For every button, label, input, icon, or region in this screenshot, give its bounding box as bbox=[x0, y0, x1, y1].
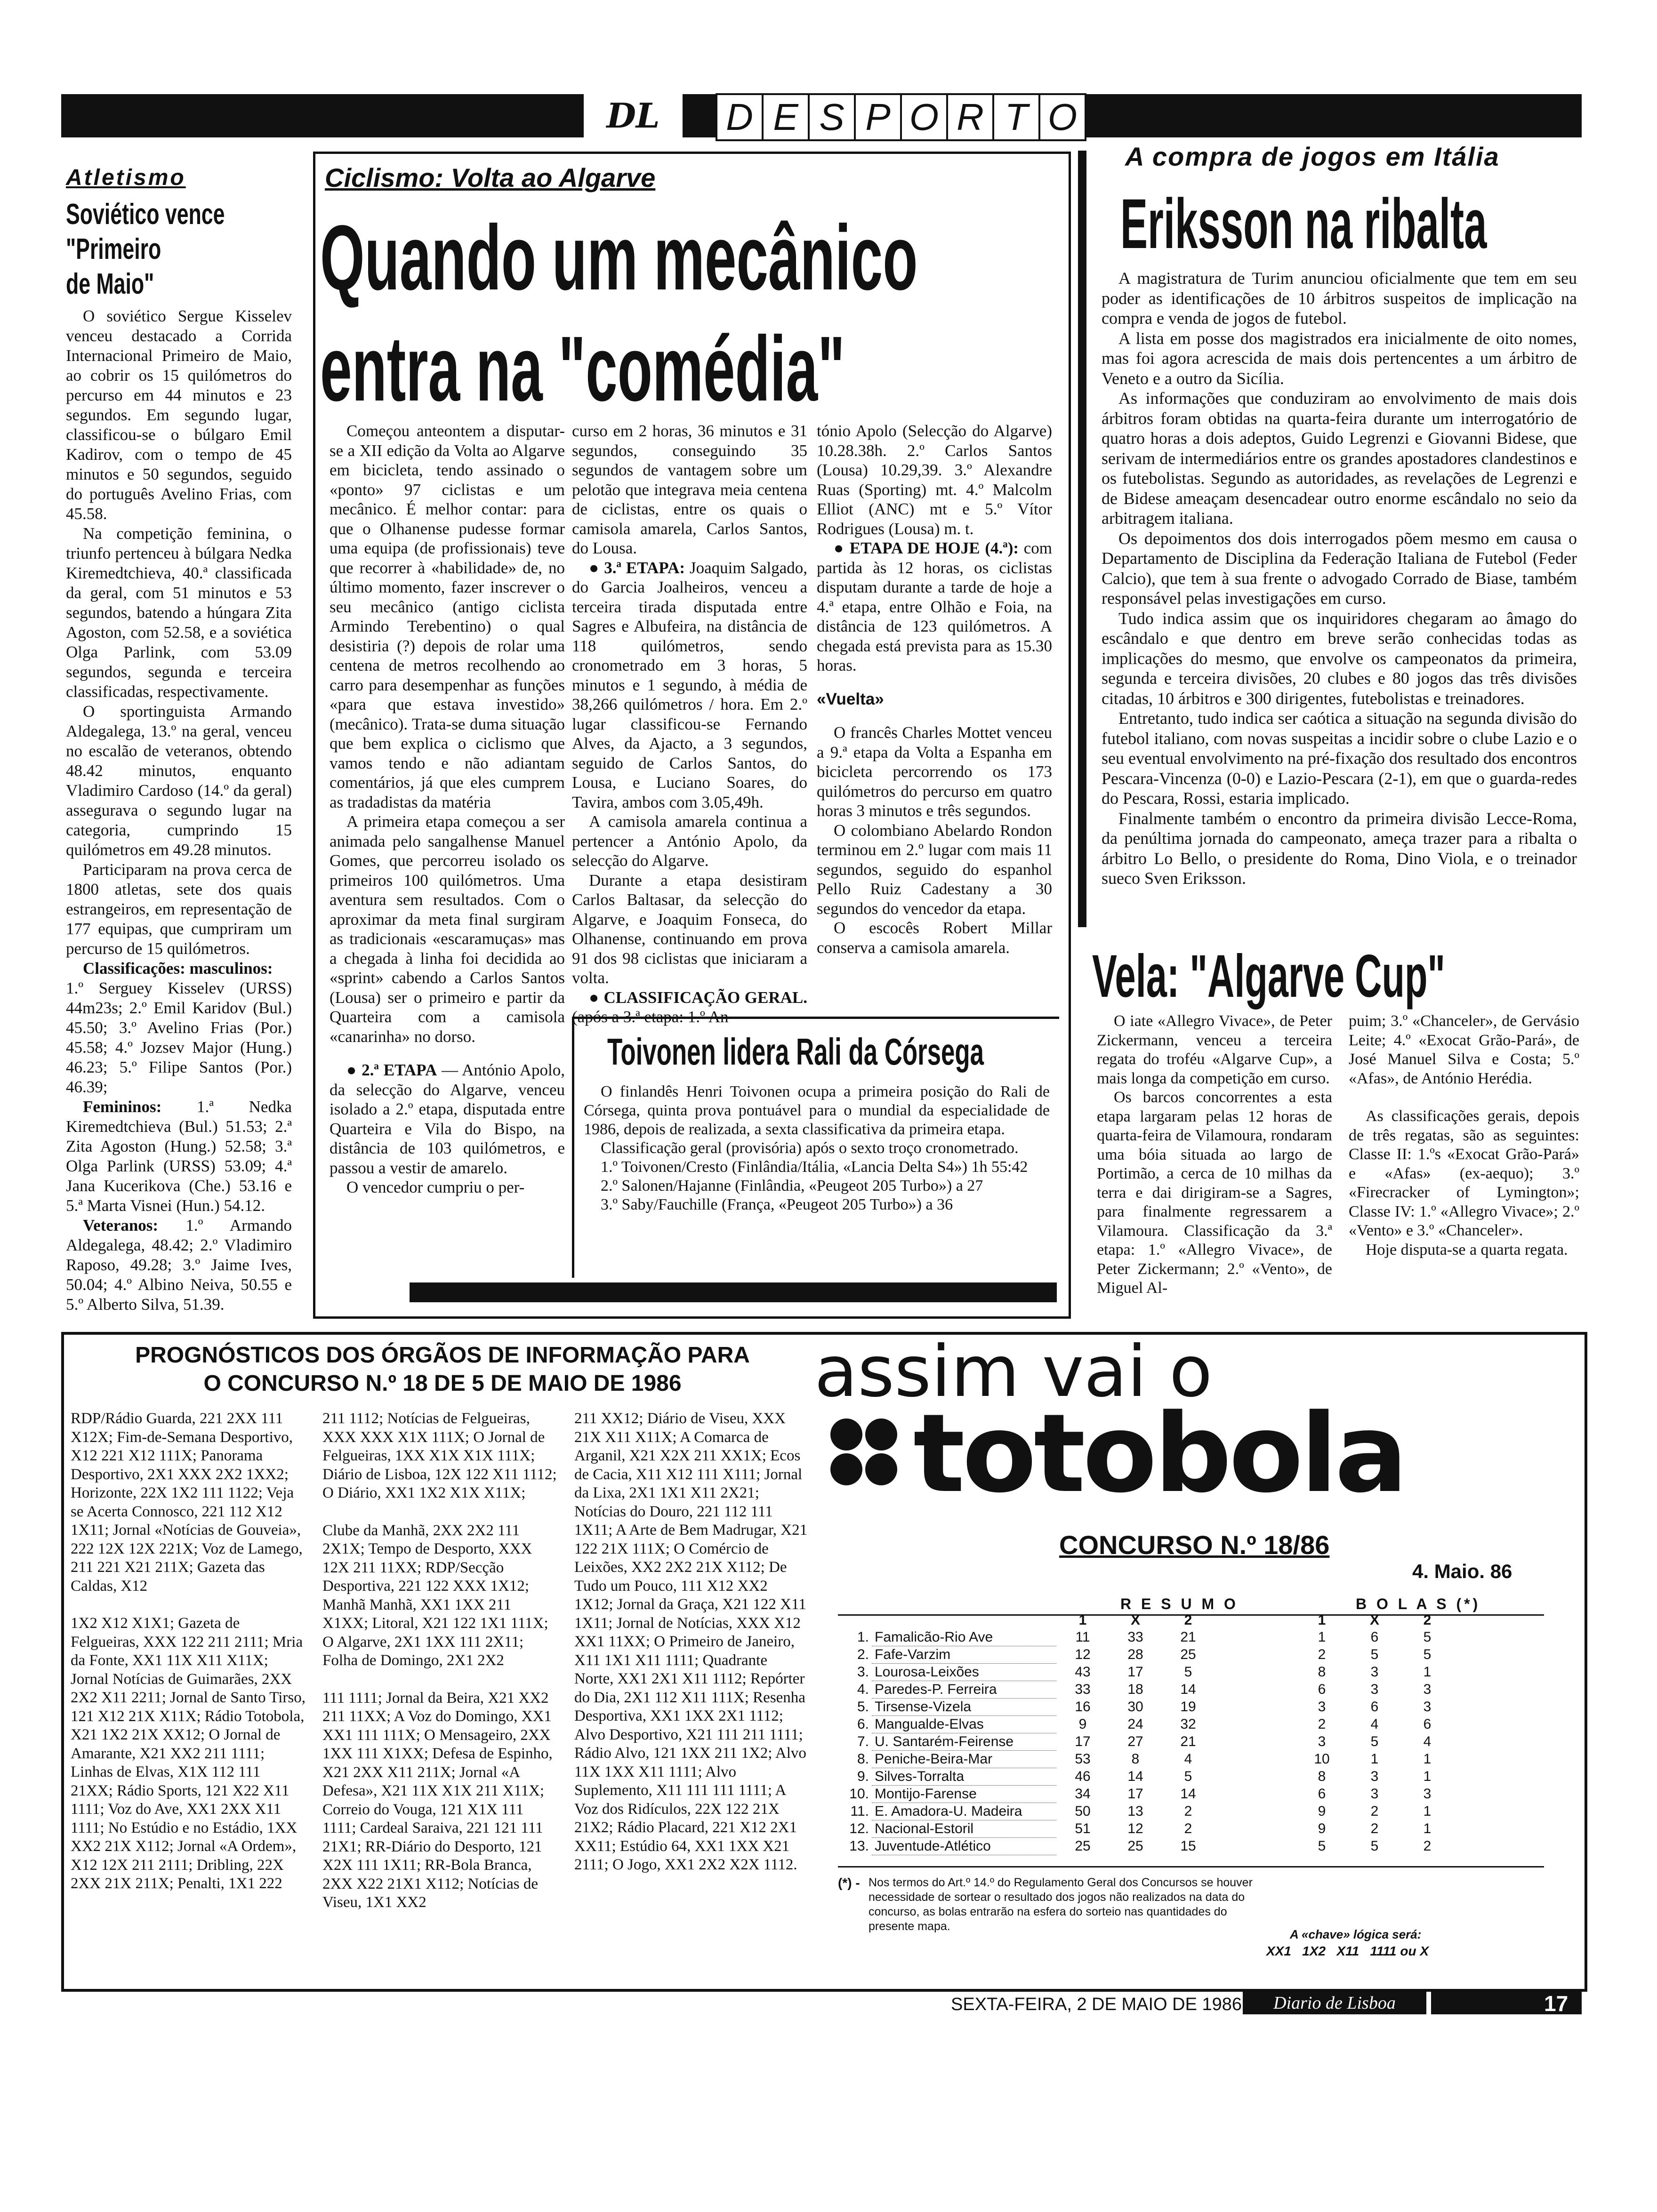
article-body bbox=[66, 306, 292, 1314]
match-name: Famalicão-Rio Ave bbox=[872, 1629, 1056, 1646]
match-number: 7. bbox=[857, 1734, 869, 1749]
match-name: Lourosa-Leixões bbox=[872, 1664, 1056, 1681]
chave-value: XX1 1X2 X11 1111 ou X bbox=[1266, 1944, 1429, 1958]
section-letter: R bbox=[946, 93, 994, 141]
column-header: 2 bbox=[1184, 1612, 1192, 1628]
headline-line: Soviético vence bbox=[66, 198, 225, 231]
bolas-value: 6 bbox=[1370, 1629, 1379, 1645]
match-name: Peniche-Beira-Mar bbox=[872, 1751, 1056, 1768]
rali-article-body bbox=[584, 1082, 1050, 1214]
resumo-value: 14 bbox=[1180, 1682, 1196, 1697]
vela-column-2 bbox=[1349, 1012, 1579, 1259]
resumo-value: 14 bbox=[1127, 1769, 1143, 1784]
match-number: 9. bbox=[857, 1769, 869, 1784]
paragraph: Finalmente também o encontro da primeira divisão Lecce-Roma, da penúltima jornada do campeonato, ameça trazer para a ribalta o árbitro Lo Bello, o presidente do Roma, Dino Viola, e o treinador sueco Sven Eriksson. bbox=[1102, 809, 1577, 888]
column-header: 1 bbox=[1318, 1612, 1326, 1628]
resumo-value: 12 bbox=[1075, 1647, 1091, 1662]
table-row bbox=[838, 1716, 1454, 1733]
results-text: 1.º Serguey Kisselev (URSS) 44m23s; 2.º Emil Karidov (Bul.) 45.50; 3.º Avelino Frias (Por.) 45.58; 4.º Jozsev Major (Hung.) 46.23; 5.º Filipe Santos (Por.) 46.39; bbox=[66, 979, 292, 1096]
resumo-value: 12 bbox=[1127, 1821, 1143, 1836]
paragraph: 211 XX12; Diário de Viseu, XXX 21X X11 X11X; A Comarca de Arganil, X21 X2X 211 XX1X; Ecos de Cacia, X11 X12 111 X111; Jornal da Lixa, 2X1 1X1 X11 2X21; Notícias do Douro, 221 112 111 1X11; A Arte de Bem Madrugar, X21 122 21X 111X; O Comércio de Leixões, XX2 2X2 21X X112; De Tudo um Pouco, 111 X12 XX2 1X12; Jornal da Graça, X21 122 X11 1X11; Jornal de Notícias, XXX X12 XX1 11XX; O Primeiro de Janeiro, X11 1X1 X11 1111; Quadrante Norte, XX1 2X1 X11 1112; Repórter do Dia, 2X1 112 X11 111X; Resenha Desportiva, XX1 1XX 2X1 1112; Alvo Desportivo, X21 111 211 1111; Rádio Alvo, 121 1XX 211 1X2; Alvo 11X 1XX X11 1111; Alvo Suplemento, X11 111 111 1111; A Voz dos Ridículos, 22X 122 21X 21X2; Rádio Placard, 221 X12 2X1 XX11; Estúdio 64, XX1 1XX X21 2111; O Jogo, XX1 2X2 X2X 1112. bbox=[574, 1410, 808, 1873]
table-header-row bbox=[838, 1612, 1454, 1629]
bolas-value: 6 bbox=[1423, 1716, 1432, 1732]
resumo-value: 4 bbox=[1184, 1751, 1192, 1767]
resumo-value: 28 bbox=[1127, 1647, 1143, 1662]
match-number: 2. bbox=[857, 1647, 869, 1662]
resumo-value: 14 bbox=[1180, 1786, 1196, 1802]
match-number: 3. bbox=[857, 1664, 869, 1680]
table-row bbox=[838, 1803, 1454, 1820]
table-row bbox=[838, 1699, 1454, 1716]
concurso-number: CONCURSO N.º 18/86 bbox=[1059, 1530, 1330, 1560]
subheading: «Vuelta» bbox=[817, 689, 884, 708]
paragraph: O colombiano Abelardo Rondon terminou em 2.º lugar com mais 11 segundos, seguido do espanhol Pello Ruiz Cadestany a 30 segundos do vencedor da etapa. bbox=[817, 821, 1052, 918]
paragraph-text: Joaquim Salgado, do Garcia Joalheiros, venceu a terceira tirada disputada entre Sagres e Albufeira, na distância de 118 quilómetros, sendo cronometrado em 3 horas, 5 minutos e 1 segundo, à média de 38,266 quilómetros / hora. Em 2.º lugar classificou-se Fernando Alves, da Ajacto, a 3 segundos, seguido de Carlos Santos, do Lousa, e Luciano Soares, do Tavira, ambos com 3.05,49h. bbox=[572, 558, 807, 811]
column-header: 2 bbox=[1423, 1612, 1432, 1628]
title-line: O CONCURSO N.º 18 DE 5 DE MAIO DE 1986 bbox=[203, 1371, 682, 1396]
section-letter: O bbox=[1038, 93, 1086, 141]
column-header: X bbox=[1130, 1612, 1140, 1628]
ciclismo-column-2 bbox=[572, 421, 807, 1027]
bolas-value: 2 bbox=[1318, 1647, 1326, 1662]
match-number: 13. bbox=[849, 1838, 869, 1854]
section-letter: O bbox=[900, 93, 948, 141]
resumo-value: 33 bbox=[1127, 1629, 1143, 1645]
paragraph: 2.º Salonen/Hajanne (Finlândia, «Peugeot 205 Turbo») a 27 bbox=[601, 1177, 983, 1194]
bolas-value: 6 bbox=[1370, 1699, 1379, 1715]
resumo-value: 25 bbox=[1075, 1838, 1091, 1854]
match-number: 8. bbox=[857, 1751, 869, 1767]
page-number: 17 bbox=[1544, 1991, 1569, 2016]
totobola-slogan: assim vai o bbox=[814, 1331, 1213, 1413]
bolas-value: 3 bbox=[1318, 1734, 1326, 1749]
paragraph: Na competição feminina, o triunfo pertenceu à búlgara Nedka Kiremedtchieva, 40.ª classificada da geral, com 51 minutos e 53 segundos, batendo a húngara Zita Agoston, com 52.58, e a soviética Olga Parlink, com 53.09 segundos, segunda e terceira classificadas, respectivamente. bbox=[66, 524, 292, 701]
spacer bbox=[1215, 1681, 1295, 1699]
paragraph: A lista em posse dos magistrados era inicialmente de oito nomes, mas foi agora acrescida de mais dois pertencentes a um árbitro de Veneto e a outro da Sicília. bbox=[1102, 329, 1577, 388]
headline-line: de Maio" bbox=[66, 268, 154, 300]
spacer bbox=[1215, 1664, 1295, 1681]
spacer bbox=[1215, 1838, 1295, 1855]
bolas-value: 5 bbox=[1370, 1647, 1379, 1662]
footnote-mark: (*) - bbox=[838, 1875, 860, 1890]
resumo-value: 21 bbox=[1180, 1629, 1196, 1645]
paragraph: puim; 3.º «Chanceler», de Gervásio Leite; 4.º «Exocat Grão-Pará», de José Manuel Silva e Costa; 5.º «Afas», de António Herédia. bbox=[1349, 1012, 1579, 1087]
table-row bbox=[838, 1733, 1454, 1751]
paragraph: Hoje disputa-se a quarta regata. bbox=[1366, 1241, 1568, 1258]
paragraph: Participaram na prova cerca de 1800 atletas, sete dos quais estrangeiros, em representação de 177 equipas, que cumpriram um percurso de 15 quilómetros. bbox=[66, 860, 292, 958]
match-name: Nacional-Estoril bbox=[872, 1820, 1056, 1838]
totobola-logo-icon bbox=[828, 1417, 899, 1487]
bolas-value: 5 bbox=[1370, 1734, 1379, 1749]
newspaper-logo: DL bbox=[584, 93, 683, 138]
totobola-table bbox=[838, 1612, 1454, 1855]
table-row bbox=[838, 1664, 1454, 1681]
results-text: 1.ª Nedka Kiremedtchieva (Bul.) 51.53; 2.ª Zita Agoston (Hung.) 52.58; 3.ª Olga Parlink (URSS) 53.09; 4.ª Jana Kucerikova (Che.) 53.16 e 5.ª Marta Visnei (Hun.) 54.12. bbox=[66, 1098, 292, 1215]
match-number: 5. bbox=[857, 1699, 869, 1715]
headline-line: entra na "comédia" bbox=[320, 317, 845, 420]
section-letter: E bbox=[762, 93, 810, 141]
bolas-value: 3 bbox=[1318, 1699, 1326, 1715]
bolas-value: 3 bbox=[1423, 1682, 1432, 1697]
article-headline bbox=[66, 197, 286, 302]
footnote-text: Nos termos do Art.º 14.º do Regulamento Geral dos Concursos se houver necessidade de sortear o resultado dos jogos não realizados na data do concurso, as bolas entrarão na esfera do sorteio nas quantidades do presente mapa. bbox=[869, 1876, 1253, 1933]
paragraph: O finlandês Henri Toivonen ocupa a primeira posição do Rali de Córsega, quinta prova pontuável para o mundial da especialidade de 1986, depois de realizada, a sexta classificativa da primeira etapa. bbox=[584, 1083, 1050, 1138]
resumo-value: 8 bbox=[1131, 1751, 1140, 1767]
resumo-value: 33 bbox=[1075, 1682, 1091, 1697]
bolas-value: 1 bbox=[1423, 1821, 1432, 1836]
spacer bbox=[1215, 1751, 1295, 1768]
resumo-value: 25 bbox=[1180, 1647, 1196, 1662]
resumo-value: 2 bbox=[1184, 1803, 1192, 1819]
table-rule bbox=[838, 1866, 1544, 1867]
totobola-logo-text: totobola bbox=[913, 1391, 1405, 1517]
paragraph: Entretanto, tudo indica ser caótica a situação na segunda divisão do futebol italiano, com novas suspeitas a incidir sobre o clube Lazio e o seu eventual envolvimento na pré-fixação dos resultado dos encontros Pescara-Vincenza (0-0) e Lazio-Pescara (2-1), em que o guarda-redes do Pescara, Rossi, estaria implicado. bbox=[1102, 709, 1577, 808]
table-row bbox=[838, 1786, 1454, 1803]
results-heading: Classificações: masculinos: bbox=[83, 959, 273, 978]
match-name: Paredes-P. Ferreira bbox=[872, 1681, 1056, 1699]
resumo-value: 25 bbox=[1127, 1838, 1143, 1854]
paragraph: Os barcos concorrentes a esta etapa largaram pelas 12 horas de quarta-feira de Vilamoura, rondaram uma bóia situada ao largo de Portimão, a cerca de 10 milhas da terra e dai dirigiram-se a Sagres, para finalmente regressarem a Vilamoura. Classificação da 3.ª etapa: 1.º «Allegro Vivace», de Peter Zickermann; 2.º «Vento», de Miguel Al- bbox=[1097, 1089, 1332, 1297]
bolas-value: 5 bbox=[1370, 1838, 1379, 1854]
ciclismo-column-3 bbox=[817, 421, 1052, 957]
resumo-value: 5 bbox=[1184, 1769, 1192, 1784]
paragraph: As classificações gerais, depois de três regatas, são as seguintes: Classe II: 1.ºs «Exocat Grão-Pará» e «Afas» (ex-aequo); 3.º «Firecracker of Lymington»; Classe IV: 1.º «Allegro Vivace»; 2.º «Vento» e 3.º «Chanceler». bbox=[1349, 1107, 1579, 1239]
resumo-value: 19 bbox=[1180, 1699, 1196, 1715]
resumo-value: 13 bbox=[1127, 1803, 1143, 1819]
resumo-value: 11 bbox=[1075, 1629, 1090, 1645]
spacer bbox=[1215, 1786, 1295, 1803]
bolas-value: 2 bbox=[1370, 1803, 1379, 1819]
vela-column-1 bbox=[1097, 1012, 1332, 1298]
table-row bbox=[838, 1751, 1454, 1768]
resumo-value: 17 bbox=[1127, 1786, 1143, 1802]
bolas-value: 6 bbox=[1318, 1682, 1326, 1697]
subheading: ● 3.ª ETAPA: bbox=[589, 558, 685, 577]
bolas-value: 9 bbox=[1318, 1821, 1326, 1836]
match-number: 1. bbox=[857, 1629, 869, 1645]
resumo-value: 46 bbox=[1075, 1769, 1091, 1784]
paragraph: O vencedor cumpriu o per- bbox=[346, 1178, 525, 1196]
paragraph: 211 1112; Notícias de Felgueiras, XXX XXX X1X 111X; O Jornal de Felgueiras, 1XX X1X X1X 111X; Diário de Lisboa, 12X 122 X11 1112; O Diário, XX1 1X2 X1X X11X; bbox=[322, 1410, 557, 1501]
resumo-value: 5 bbox=[1184, 1664, 1192, 1680]
resumo-value: 43 bbox=[1075, 1664, 1091, 1680]
section-letter: S bbox=[808, 93, 856, 141]
bolas-value: 1 bbox=[1423, 1803, 1432, 1819]
paragraph: Começou anteontem a disputar-se a XII edição da Volta ao Algarve em bicicleta, tendo assinado o «ponto» 97 ciclistas e um mecânico. É melhor contar: para que o Olhanense pudesse formar uma equipa (de profissionais) teve que recorrer à «habilidade» de, no último momento, fazer inscrever o seu mecânico (antigo ciclista Armindo Terebentino) o qual desistiria (?) depois de rolar uma centena de metros recolhendo ao carro para desempenhar as funções «para que estava investido» (mecânico). Trata-se duma situação que bem explica o ciclismo que vamos tendo e não adiantam comentários, já que eles cumprem as tradadistas da matéria bbox=[330, 422, 565, 811]
bolas-value: 10 bbox=[1314, 1751, 1330, 1767]
bolas-value: 2 bbox=[1423, 1838, 1432, 1854]
prognosticos-column-2 bbox=[322, 1410, 558, 1912]
column-header: X bbox=[1369, 1612, 1379, 1628]
paragraph: curso em 2 horas, 36 minutos e 31 segundos, conseguindo 35 segundos de vantagem sobre um pelotão que integrava meia centena de ciclistas, entre os quais o camisola amarela, Carlos Santos, do Lousa. bbox=[572, 422, 807, 557]
match-name: Fafe-Varzim bbox=[872, 1646, 1056, 1664]
section-label: Atletismo bbox=[66, 165, 186, 190]
bolas-value: 1 bbox=[1370, 1751, 1379, 1767]
resumo-value: 16 bbox=[1075, 1699, 1091, 1715]
resumo-value: 30 bbox=[1127, 1699, 1143, 1715]
spacer bbox=[1215, 1699, 1295, 1716]
column-header: 1 bbox=[1078, 1612, 1087, 1628]
prognosticos-column-3 bbox=[574, 1410, 810, 1875]
paragraph-text: com partida às 12 horas, os ciclistas disputam durante a tarde de hoje a 4.ª etapa, entre Olhão e Foia, na distância de 123 quilómetros. A chegada está prevista para as 15.30 horas. bbox=[817, 539, 1052, 674]
paragraph: A primeira etapa começou a ser animada pelo sangalhense Manuel Gomes, que percorreu isolado os primeiros 100 quilómetros. Uma aventura sem resultados. Com o aproximar da meta final surgiram as tradicionais «escaramuças» mas a chegada à linha foi decidida ao «sprint» cabendo a Carlos Santos (Lousa) ser o primeiro e partir da Quarteira com a camisola «canarinha» no dorso. bbox=[330, 812, 565, 1046]
bolas-value: 2 bbox=[1370, 1821, 1379, 1836]
table-row bbox=[838, 1820, 1454, 1838]
bolas-value: 8 bbox=[1318, 1769, 1326, 1784]
match-name: E. Amadora-U. Madeira bbox=[872, 1803, 1056, 1820]
match-name: U. Santarém-Feirense bbox=[872, 1733, 1056, 1751]
resumo-heading: R E S U M O bbox=[1120, 1595, 1239, 1612]
results-heading: Femininos: bbox=[83, 1098, 162, 1116]
paragraph: 1.º Toivonen/Cresto (Finlândia/Itália, «Lancia Delta S4») 1h 55:42 bbox=[601, 1158, 1028, 1176]
bolas-value: 5 bbox=[1318, 1838, 1326, 1854]
spacer bbox=[1215, 1716, 1295, 1733]
bolas-value: 1 bbox=[1423, 1769, 1432, 1784]
paragraph: As informações que conduziram ao envolvimento de mais dois árbitros foram obtidas na quarta-feira durante um interrogatório de quatro horas a dois adeptos, Guido Legrenzi e Giovanni Bidese, que serivam de intermediários entre os grandes apostadores clandestinos e os futebolistas. Segundo as autoridades, as revelações de Legrenzi e de Bidese ameaçam desencadear outro enorme escândalo no seio da arbitragem italiana. bbox=[1102, 389, 1577, 528]
headline-line: Quando um mecânico bbox=[320, 206, 918, 309]
bolas-value: 9 bbox=[1318, 1803, 1326, 1819]
bolas-value: 1 bbox=[1423, 1751, 1432, 1767]
match-name: Tirsense-Vizela bbox=[872, 1699, 1056, 1716]
article-headline: Eriksson na ribalta bbox=[1120, 184, 1487, 263]
match-number: 11. bbox=[850, 1803, 869, 1819]
resumo-value: 17 bbox=[1127, 1664, 1143, 1680]
paragraph: 1X2 X12 X1X1; Gazeta de Felgueiras, XXX 122 211 2111; Mria da Fonte, XX1 11X X11 X11X; Jornal Notícias de Guimarães, 2XX 2X2 X11 2211; Jornal de Santo Tirso, 121 X12 21X X11X; Rádio Totobola, X21 1X2 21X XX12; O Jornal de Amarante, X21 XX2 211 1111; Linhas de Elvas, X1X 112 111 21XX; Rádio Sports, 121 X22 X11 1111; Voz do Ave, XX1 2XX X11 1111; No Estúdio e no Estádio, 1XX XX2 21X X112; Jornal «A Ordem», X12 12X 211 2111; Dribling, 22X 2XX 21X 211X; Penalti, 1X1 222 bbox=[71, 1615, 306, 1892]
results-heading: Veteranos: bbox=[83, 1216, 159, 1234]
footer-paper-name: Diario de Lisboa bbox=[1243, 1992, 1426, 2014]
paragraph: 3.º Saby/Fauchille (França, «Peugeot 205 Turbo») a 36 bbox=[601, 1196, 953, 1213]
ciclismo-column-1 bbox=[330, 421, 565, 1197]
section-letter: T bbox=[992, 93, 1040, 141]
section-label: Ciclismo: Volta ao Algarve bbox=[325, 163, 656, 192]
bolas-value: 8 bbox=[1318, 1664, 1326, 1680]
table-row bbox=[838, 1629, 1454, 1646]
paragraph-text: — António Apolo, da selecção do Algarve, venceu isolado a 2.º etapa, disputada entre Quarteira e Vila do Bispo, na distância de 103 quilómetros, e passou a vestir de amarelo. bbox=[330, 1061, 565, 1177]
subheading: ● 2.ª ETAPA bbox=[346, 1061, 437, 1079]
match-number: 12. bbox=[849, 1821, 869, 1836]
spacer bbox=[1215, 1820, 1295, 1838]
spacer bbox=[1215, 1733, 1295, 1751]
bolas-value: 3 bbox=[1423, 1786, 1432, 1802]
spacer bbox=[1215, 1646, 1295, 1664]
title-line: PROGNÓSTICOS DOS ÓRGÃOS DE INFORMAÇÃO PARA bbox=[135, 1343, 750, 1368]
resumo-value: 9 bbox=[1078, 1716, 1087, 1732]
resumo-value: 17 bbox=[1075, 1734, 1091, 1749]
results-text: 1.º Armando Aldegalega, 48.42; 2.º Vladimiro Raposo, 49.28; 3.º Jaime Ives, 50.04; 4.º Albino Neiva, 50.55 e 5.º Alberto Silva, 51.39. bbox=[66, 1216, 292, 1314]
paragraph: Classificação geral (provisória) após o sexto troço cronometrado. bbox=[601, 1139, 1019, 1157]
paragraph: O sportinguista Armando Aldegalega, 13.º na geral, venceu no escalão de veteranos, obtendo 48.42 minutos, enquanto Vladimiro Cardoso (14.º da geral) assegurava o segundo lugar na categoria, cumprindo 15 quilómetros em 49.28 minutos. bbox=[66, 702, 292, 859]
bolas-value: 4 bbox=[1423, 1734, 1432, 1749]
table-row bbox=[838, 1681, 1454, 1699]
resumo-value: 24 bbox=[1127, 1716, 1143, 1732]
bolas-value: 4 bbox=[1370, 1716, 1379, 1732]
resumo-value: 27 bbox=[1127, 1734, 1143, 1749]
resumo-value: 34 bbox=[1075, 1786, 1091, 1802]
headline-line: "Primeiro bbox=[66, 233, 161, 265]
paragraph: A camisola amarela continua a pertencer a António Apolo, da selecção do Algarve. bbox=[572, 812, 807, 870]
resumo-value: 21 bbox=[1180, 1734, 1196, 1749]
prognosticos-title bbox=[71, 1341, 814, 1398]
resumo-value: 50 bbox=[1075, 1803, 1091, 1819]
bolas-value: 5 bbox=[1423, 1647, 1432, 1662]
resumo-value: 2 bbox=[1184, 1821, 1192, 1836]
bolas-value: 1 bbox=[1423, 1664, 1432, 1680]
article-headline: Toivonen lidera Rali da Córsega bbox=[607, 1031, 984, 1073]
prognosticos-column-1 bbox=[71, 1410, 306, 1893]
spacer bbox=[1215, 1768, 1295, 1786]
paragraph: O soviético Sergue Kisselev venceu destacado a Corrida Internacional Primeiro de Maio, ao cobrir os 15 quilómetros do percurso em 44 minutos e 23 segundos. Em segundo lugar, classificou-se o búlgaro Emil Kadirov, com o tempo de 45 minutos e 50 segundos, seguido do português Avelino Frias, com 45.58. bbox=[66, 307, 292, 523]
match-number: 4. bbox=[857, 1682, 869, 1697]
atletismo-article bbox=[66, 165, 292, 1314]
eriksson-article-body bbox=[1102, 268, 1577, 889]
paragraph: A magistratura de Turim anunciou oficialmente que tem em seu poder as identificações de 10 árbitros suspeitos de implicação na compra e venda de jogos de futebol. bbox=[1102, 269, 1577, 328]
bolas-value: 1 bbox=[1318, 1629, 1326, 1645]
match-number: 10. bbox=[849, 1786, 869, 1802]
subheading: ● ETAPA DE HOJE (4.ª): bbox=[834, 539, 1019, 557]
bolas-value: 3 bbox=[1370, 1682, 1379, 1697]
match-number: 6. bbox=[857, 1716, 869, 1732]
spacer bbox=[1215, 1803, 1295, 1820]
bolas-value: 6 bbox=[1318, 1786, 1326, 1802]
paragraph: O francês Charles Mottet venceu a 9.ª etapa da Volta a Espanha em bicicleta percorrendo os 173 quilómetros do percurso em quatro horas 3 minutos e três segundos. bbox=[817, 723, 1052, 820]
concurso-date: 4. Maio. 86 bbox=[1412, 1560, 1512, 1582]
section-title-desporto bbox=[716, 93, 1085, 138]
match-name: Silves-Torralta bbox=[872, 1768, 1056, 1786]
paragraph: Durante a etapa desistiram Carlos Baltasar, da selecção do Algarve, e Joaquim Fonseca, do Olhanense, continuando em prova 91 dos 98 ciclistas que iniciaram a volta. bbox=[572, 871, 807, 987]
match-name: Juventude-Atlético bbox=[872, 1838, 1056, 1855]
chave-label: A «chave» lógica será: bbox=[1290, 1927, 1422, 1941]
paragraph: O iate «Allegro Vivace», de Peter Zickermann, venceu a terceira regata do troféu «Algarve Cup», a mais longa da competição em curso. bbox=[1097, 1012, 1332, 1087]
bolas-heading: B O L A S (*) bbox=[1356, 1595, 1481, 1612]
section-letter: P bbox=[854, 93, 902, 141]
paragraph: O escocês Robert Millar conserva a camisola amarela. bbox=[817, 919, 1052, 957]
paragraph: 111 1111; Jornal da Beira, X21 XX2 211 11XX; A Voz do Domingo, XX1 XX1 111 111X; O Mensageiro, 2XX 1XX 111 X1XX; Defesa de Espinho, X21 2XX X11 211X; Jornal «A Defesa», X21 11X X1X 211 X11X; Correio do Vouga, 121 X1X 111 1111; Cardeal Saraiva, 221 121 111 21X1; RR-Diário do Desporto, 121 X2X 111 1X11; RR-Bola Branca, 2XX X22 21X1 X112; Notícias de Viseu, 1X1 XX2 bbox=[322, 1689, 553, 1911]
resumo-value: 53 bbox=[1075, 1751, 1091, 1767]
vertical-rule bbox=[1078, 151, 1086, 927]
table-row bbox=[838, 1646, 1454, 1664]
resumo-value: 51 bbox=[1075, 1821, 1091, 1836]
article-headline: Vela: "Algarve Cup" bbox=[1092, 943, 1446, 1010]
divider-bar bbox=[410, 1282, 1057, 1302]
paragraph-text: (após a 3.ª etapa: 1.º An- bbox=[572, 1008, 734, 1026]
spacer bbox=[1215, 1629, 1295, 1646]
bolas-value: 3 bbox=[1370, 1786, 1379, 1802]
resumo-value: 15 bbox=[1180, 1838, 1196, 1854]
paragraph: Clube da Manhã, 2XX 2X2 111 2X1X; Tempo de Desporto, XXX 12X 211 11XX; RDP/Secção Desportiva, 221 122 XXX 1X12; Manhã Manhã, XX1 1XX 211 X1XX; Litoral, X21 122 1X1 111X; O Algarve, 2X1 1XX 111 2X11; Folha de Domingo, 2X1 2X2 bbox=[322, 1522, 548, 1669]
bolas-value: 3 bbox=[1370, 1769, 1379, 1784]
section-letter: D bbox=[716, 93, 764, 141]
bolas-value: 5 bbox=[1423, 1629, 1432, 1645]
footer-date: SEXTA-FEIRA, 2 DE MAIO DE 1986 bbox=[951, 1995, 1242, 2014]
resumo-value: 18 bbox=[1127, 1682, 1143, 1697]
match-name: Mangualde-Elvas bbox=[872, 1716, 1056, 1733]
subheading: ● CLASSIFICAÇÃO GERAL. bbox=[589, 988, 807, 1007]
table-row bbox=[838, 1768, 1454, 1786]
article-kicker: A compra de jogos em Itália bbox=[1125, 142, 1500, 171]
match-name: Montijo-Farense bbox=[872, 1786, 1056, 1803]
paragraph: Tudo indica assim que os inquiridores chegaram ao âmago do escândalo e que dentro em breve serão conhecidas todas as implicações do mesmo, que envolve os campeonatos da primeira, segunda e terceira divisões, 20 clubes e 80 jogos das três divisões citadas, 10 árbitros e 300 dirigentes, futebolistas e treinadores. bbox=[1102, 609, 1577, 708]
bolas-value: 3 bbox=[1423, 1699, 1432, 1715]
article-headline bbox=[320, 202, 991, 425]
bolas-value: 2 bbox=[1318, 1716, 1326, 1732]
bolas-value: 3 bbox=[1370, 1664, 1379, 1680]
paragraph: RDP/Rádio Guarda, 221 2XX 111 X12X; Fim-de-Semana Desportivo, X12 221 X12 111X; Panorama Desportivo, 2X1 XXX 2X2 1XX2; Horizonte, 22X 1X2 111 1122; Veja se Acerta Connosco, 221 112 X12 1X11; Jornal «Notícias de Gouveia», 222 12X 12X 221X; Voz de Lamego, 211 221 X21 211X; Gazeta das Caldas, X12 bbox=[71, 1410, 303, 1595]
resumo-value: 32 bbox=[1180, 1716, 1196, 1732]
paragraph: tónio Apolo (Selecção do Algarve) 10.28.38h. 2.º Carlos Santos (Lousa) 10.29,39. 3.º Alexandre Ruas (Sporting) mt. 4.º Malcolm Elliot (ANC) mt e 5.º Vítor Rodrigues (Lousa) m. t. bbox=[817, 422, 1052, 538]
table-row bbox=[838, 1838, 1454, 1855]
paragraph: Os depoimentos dos dois interrogados põem mesmo em causa o Departamento de Disciplina da Federação Italiana de Futebol (Feder Calcio), que tem à sua frente o advogado Corrado de Biase, também responsável pelas investigações em curso. bbox=[1102, 529, 1577, 608]
